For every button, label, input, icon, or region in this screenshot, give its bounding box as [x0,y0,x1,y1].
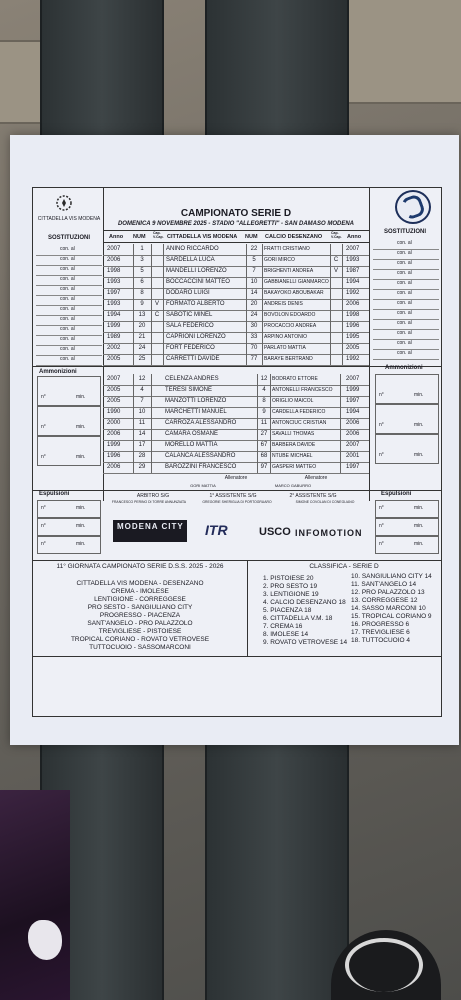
booking-n: n° [41,454,46,460]
home-bench-year: 2007 [103,374,134,385]
home-bench-name: BAROZZINI FRANCESCO [151,462,258,473]
away-player-year: 1995 [346,334,360,340]
shoe-sole [345,938,423,992]
home-player-year: 1993 [103,277,134,288]
home-sendoff-box [37,518,101,536]
sub-line-text: con. al [60,336,75,342]
home-subs-title: SOSTITUZIONI [48,235,90,241]
col-anno: Anno [109,234,124,240]
home-player-name: CARRETTI DAVIDE [163,354,247,365]
away-bookings-title: Ammonizioni [385,365,423,371]
sheet-frame [32,187,442,717]
fixture-item: TROPICAL CORIANO - ROVATO VETROVESE [70,636,210,643]
sponsor-modena-text: MODENA CITY [117,522,184,531]
home-player-num: 21 [133,332,152,343]
home-player-num: 5 [133,266,152,277]
home-player-year: 2005 [103,354,134,365]
home-player-name: FORMATO ALBERTO [163,299,247,310]
home-bench-num: 4 [133,385,152,396]
cloth [0,790,70,1000]
team-sheet [10,135,459,745]
booking-n: n° [41,394,46,400]
sponsor-usco: USCO [259,526,291,538]
referee-name: FRANCESCO PERINO DI TORRE ANNUNZIATA [111,500,187,504]
home-player-year: 2006 [103,255,134,266]
away-bench-year: 1997 [346,464,360,470]
home-bench-year: 1990 [103,407,134,418]
standing-item: 3. LENTIGIONE 19 [263,591,319,598]
away-bench-year: 2001 [346,453,360,459]
away-player-num: 14 [246,288,263,299]
away-player-num: 24 [246,310,263,321]
standing-item: 13. CORREGGESE 12 [351,597,418,604]
away-bench-num: 11 [258,418,271,429]
col-anno-away: Anno [347,234,362,240]
coach-label: Allenatore [224,475,248,481]
home-player-name: MANDELLI LORENZO [163,266,247,277]
fixture-item: SANT'ANGELO - PRO PALAZZOLO [87,620,193,627]
away-player-name: BARAYE BERTRAND [262,354,331,365]
home-player-year: 1998 [103,266,134,277]
away-player-name: GABBIANELLI GIANMARCO [262,277,331,288]
standing-item: 9. ROVATO VETROVESE 14 [263,639,348,646]
standing-item: 4. CALCIO DESENZANO 18 [263,599,346,606]
home-player-year: 1993 [103,299,134,310]
away-bench-num: 9 [258,407,271,418]
sendoff-min: min. [76,541,86,547]
sub-line-text: con. al [397,340,412,346]
fixture-item: CITTADELLA VIS MODENA - DESENZANO [76,580,204,587]
away-bench-num: 97 [258,462,271,473]
away-player-name: PROCACCIO ANDREA [262,321,331,332]
home-bench-name: CELENZA ANDRES [151,374,258,385]
away-bench-year: 2007 [346,442,360,448]
sendoff-n: n° [379,523,384,529]
sendoff-n: n° [41,541,46,547]
sub-line-text: con. al [397,250,412,256]
home-player-num: 13 [133,310,152,321]
home-sendoff-box [37,536,101,554]
sendoff-min: min. [414,505,424,511]
fixture-item: TREVIGLIESE - PISTOIESE [98,628,182,635]
booking-n: n° [41,424,46,430]
home-player-num: 25 [133,354,152,365]
cloth-pattern [28,920,62,960]
standing-item: 15. TROPICAL CORIANO 9 [351,613,432,620]
away-player-num: 10 [246,277,263,288]
home-coach-name: GORI MATTIA [190,483,216,488]
sendoff-min: min. [76,523,86,529]
col-num-away: NUM [245,234,258,240]
sub-line-text: con. al [60,356,75,362]
home-player-year: 2007 [103,244,134,255]
sub-line-text: con. al [397,330,412,336]
assistant2-name: SIMONE COVOLAN DI CONEGLIANO [295,500,355,504]
sub-line-text: con. al [60,326,75,332]
standing-item: 18. TUTTOCUOIO 4 [351,637,410,644]
away-sendoff-box [375,518,439,536]
sendoff-min: min. [414,541,424,547]
home-player-num: 1 [133,244,152,255]
home-bench-num: 17 [133,440,152,451]
away-booking-box [375,374,439,404]
booking-n: n° [379,422,384,428]
home-bench-year: 2006 [103,429,134,440]
home-bench-year: 1999 [103,440,134,451]
booking-min: min. [414,422,424,428]
away-bench-num: 12 [258,374,271,385]
away-bench-name: CARDELLA FEDERICO [270,407,341,418]
away-bench-name: SAVALLI THOMAS [270,429,341,440]
standing-item: 14. SASSO MARCONI 10 [351,605,426,612]
table-row [103,462,369,474]
home-bench-num: 11 [133,418,152,429]
fixture-item: PROGRESSO - PIACENZA [99,612,181,619]
away-player-year: 1998 [346,312,360,318]
away-player-num: 70 [246,343,263,354]
away-player-name: GORI MIRCO [262,255,331,266]
standing-item: 16. PROGRESSO 6 [351,621,410,628]
home-bench-year: 2005 [103,385,134,396]
away-bench-num: 68 [258,451,271,462]
away-player-num: 5 [246,255,263,266]
fixture-item: TUTTOCUOIO - SASSOMARCONI [89,644,191,651]
home-player-name: SARDELLA LUCA [163,255,247,266]
home-bench-num: 29 [133,462,152,473]
away-player-year: 1993 [346,257,360,263]
home-player-year: 1999 [103,321,134,332]
club-crest-icon [400,193,426,221]
away-bench-year: 2006 [346,431,360,437]
standing-item: 5. PIACENZA 18 [263,607,312,614]
away-bench-name: ANTONCIUC CRISTIAN [270,418,341,429]
away-player-num: 30 [246,321,263,332]
away-sendoff-box [375,500,439,518]
away-player-num: 22 [246,244,263,255]
away-player-name: FRATTI CRISTIANO [262,244,331,255]
home-bench-num: 28 [133,451,152,462]
referee-label: ARBITRO S/G [136,493,170,499]
home-player-num: 3 [133,255,152,266]
home-player-num: 8 [133,288,152,299]
away-bench-name: ORIGLIO MAICOL [270,396,341,407]
fixture-item: CREMA - IMOLESE [111,588,169,595]
away-bench-name: NTUBE MICHAEL [270,451,341,462]
booking-n: n° [379,392,384,398]
standing-item: 11. SANT'ANGELO 14 [351,581,417,588]
home-logo-caption: CITTADELLA VIS MODENA [37,216,101,222]
sponsor-itr: ITR [205,522,228,538]
booking-n: n° [379,452,384,458]
away-bench-num: 8 [258,396,271,407]
sub-line-text: con. al [397,320,412,326]
home-bench-name: CALANCA ALESSANDRO [151,451,258,462]
fixture-item: PRO SESTO - SANGIULIANO CITY [87,604,193,611]
sub-line-text: con. al [397,270,412,276]
home-player-name: CAPRIONI LORENZO [163,332,247,343]
sub-line-text: con. al [60,296,75,302]
sponsor-infomotion: INFOMOTION [295,528,363,538]
standing-item: 12. PRO PALAZZOLO 13 [351,589,425,596]
standing-item: 10. SANGIULIANO CITY 14 [351,573,432,580]
away-player-name: BOVOLON EDOARDO [262,310,331,321]
sendoff-min: min. [414,523,424,529]
home-bench-num: 14 [133,429,152,440]
sub-line-text: con. al [397,350,412,356]
home-player-year: 1989 [103,332,134,343]
standings-title: CLASSIFICA - SERIE D [309,563,379,570]
home-bench-year: 2005 [103,396,134,407]
paving-stone [330,0,461,104]
away-bench-num: 67 [258,440,271,451]
away-player-name: PARLATO MATTIA [262,343,331,354]
sendoff-n: n° [41,505,46,511]
home-club-logo [51,194,77,216]
standing-item: 8. IMOLESE 14 [263,631,309,638]
away-player-year: 2005 [346,345,360,351]
booking-min: min. [76,454,86,460]
away-player-cap: V [330,266,343,277]
away-club-logo [395,190,431,224]
home-bench-year: 2000 [103,418,134,429]
away-player-num: 7 [246,266,263,277]
sendoff-n: n° [41,523,46,529]
standings-left [263,575,353,647]
assistant1-name: GREGORIE SHERIGLIA DI PORTOGRUARO [202,500,272,504]
home-player-year: 1997 [103,288,134,299]
sendoff-n: n° [379,541,384,547]
standings-right [351,573,441,645]
home-sendoffs-title: Espulsioni [39,491,70,497]
away-sendoff-box [375,536,439,554]
away-coach-name: MARCO GABURRO [274,483,312,488]
away-player-year: 2007 [346,246,360,252]
away-player-year: 1996 [346,323,360,329]
standing-item: 2. PRO SESTO 19 [263,583,318,590]
sub-line-text: con. al [60,246,75,252]
away-player-num: 77 [246,354,263,365]
away-bench-year: 1994 [346,409,360,415]
away-bench-num: 27 [258,429,271,440]
away-booking-box [375,404,439,434]
standing-item: 6. CITTADELLA V.M. 18 [263,615,333,622]
home-bench-name: CARROZA ALESSANDRO [151,418,258,429]
col-cap-away: Cap. V.Cap. [331,231,342,239]
home-bench-year: 1996 [103,451,134,462]
away-team-header: CALCIO DESENZANO [265,234,323,240]
match-info: DOMENICA 9 NOVEMBRE 2025 - STADIO "ALLEGRETTI" - SAN DAMASO MODENA [117,221,355,227]
sendoff-n: n° [379,505,384,511]
col-num: NUM [133,234,146,240]
away-subs-title: SOSTITUZIONI [384,229,426,235]
standing-item: 7. CREMA 16 [263,623,303,630]
home-player-cap: C [151,310,164,321]
away-sendoffs-title: Espulsioni [381,491,412,497]
sub-line-text: con. al [60,266,75,272]
home-sub-line [36,354,102,366]
home-booking-box [37,406,101,436]
sub-line-text: con. al [397,300,412,306]
standing-item: 17. TREVIGLIESE 6 [351,629,410,636]
sub-line-text: con. al [397,290,412,296]
sub-line-text: con. al [397,240,412,246]
home-player-name: SALA FEDERICO [163,321,247,332]
away-bench-year: 2007 [346,376,360,382]
home-player-num: 20 [133,321,152,332]
away-bench-year: 1999 [346,387,360,393]
home-bench-name: MANZOTTI LORENZO [151,396,258,407]
home-player-name: FORT FEDERICO [163,343,247,354]
booking-min: min. [414,452,424,458]
away-player-name: ANDREIS DENIS [262,299,331,310]
away-player-year: 1992 [346,290,360,296]
home-bench-num: 10 [133,407,152,418]
sub-line-text: con. al [60,276,75,282]
sub-line-text: con. al [397,260,412,266]
away-player-name: BRIGHENTI ANDREA [262,266,331,277]
fixtures-list [33,580,247,652]
away-player-name: ARPINO ANTONIO [262,332,331,343]
home-bench-name: MARCHETTI MANUEL [151,407,258,418]
sponsor-modena-city [113,520,187,542]
away-player-year: 1994 [346,279,360,285]
home-booking-box [37,436,101,466]
away-bench-name: BARBERA DAVIDE [270,440,341,451]
matchday-title: 11° GIORNATA CAMPIONATO SERIE D.S.S. 2025 - 2026 [56,563,224,570]
home-player-num: 6 [133,277,152,288]
away-player-cap: C [330,255,343,266]
home-player-name: SABOTIC MINEL [163,310,247,321]
assistant1-label: 1° ASSISTENTE S/G [209,493,257,499]
home-player-name: DODARO LUIGI [163,288,247,299]
away-bench-name: GASPERI MATTEO [270,462,341,473]
away-bench-year: 1997 [346,398,360,404]
home-team-header: CITTADELLA VIS MODENA [167,234,238,240]
away-bench-year: 2006 [346,420,360,426]
sub-line-text: con. al [60,316,75,322]
away-player-year: 1987 [346,268,360,274]
sub-line-text: con. al [60,346,75,352]
away-player-year: 1992 [346,356,360,362]
home-player-year: 2002 [103,343,134,354]
sub-line-text: con. al [397,310,412,316]
page-title: CAMPIONATO SERIE D [180,208,292,219]
home-player-year: 1994 [103,310,134,321]
home-player-num: 24 [133,343,152,354]
sub-line-text: con. al [60,256,75,262]
away-player-num: 33 [246,332,263,343]
away-player-num: 20 [246,299,263,310]
home-bookings-title: Ammonizioni [39,369,77,375]
fixture-item: LENTIGIONE - CORREGGESE [94,596,186,603]
coach-label-away: Allenatore [304,475,328,481]
home-bench-name: CAMARA OSMANE [151,429,258,440]
away-sub-line [373,348,439,360]
home-bench-name: MORELLO MATTIA [151,440,258,451]
assistant2-label: 2° ASSISTENTE S/G [289,493,337,499]
standing-item: 1. PISTOIESE 20 [263,575,314,582]
away-player-year: 2006 [346,301,360,307]
home-player-name: BOCCACCINI MATTEO [163,277,247,288]
away-bench-num: 4 [258,385,271,396]
home-player-cap: V [151,299,164,310]
sub-line-text: con. al [60,286,75,292]
col-cap: Cap. V.Cap. [153,231,164,239]
home-bench-num: 12 [133,374,152,385]
home-booking-box [37,376,101,406]
sub-line-text: con. al [397,280,412,286]
sub-line-text: con. al [60,306,75,312]
home-bench-year: 2006 [103,462,134,473]
home-bench-name: TERESI SIMONE [151,385,258,396]
away-bench-name: ANTONELLI FRANCESCO [270,385,341,396]
table-row [103,354,369,366]
booking-min: min. [414,392,424,398]
away-bench-name: BODRATO ETTORE [270,374,341,385]
home-sendoff-box [37,500,101,518]
sendoff-min: min. [76,505,86,511]
away-player-name: BAKAYOKO ABOUBAKAR [262,288,331,299]
booking-min: min. [76,424,86,430]
home-player-name: ANINO RICCARDO [163,244,247,255]
home-bench-num: 7 [133,396,152,407]
booking-min: min. [76,394,86,400]
home-player-num: 9 [133,299,152,310]
away-booking-box [375,434,439,464]
